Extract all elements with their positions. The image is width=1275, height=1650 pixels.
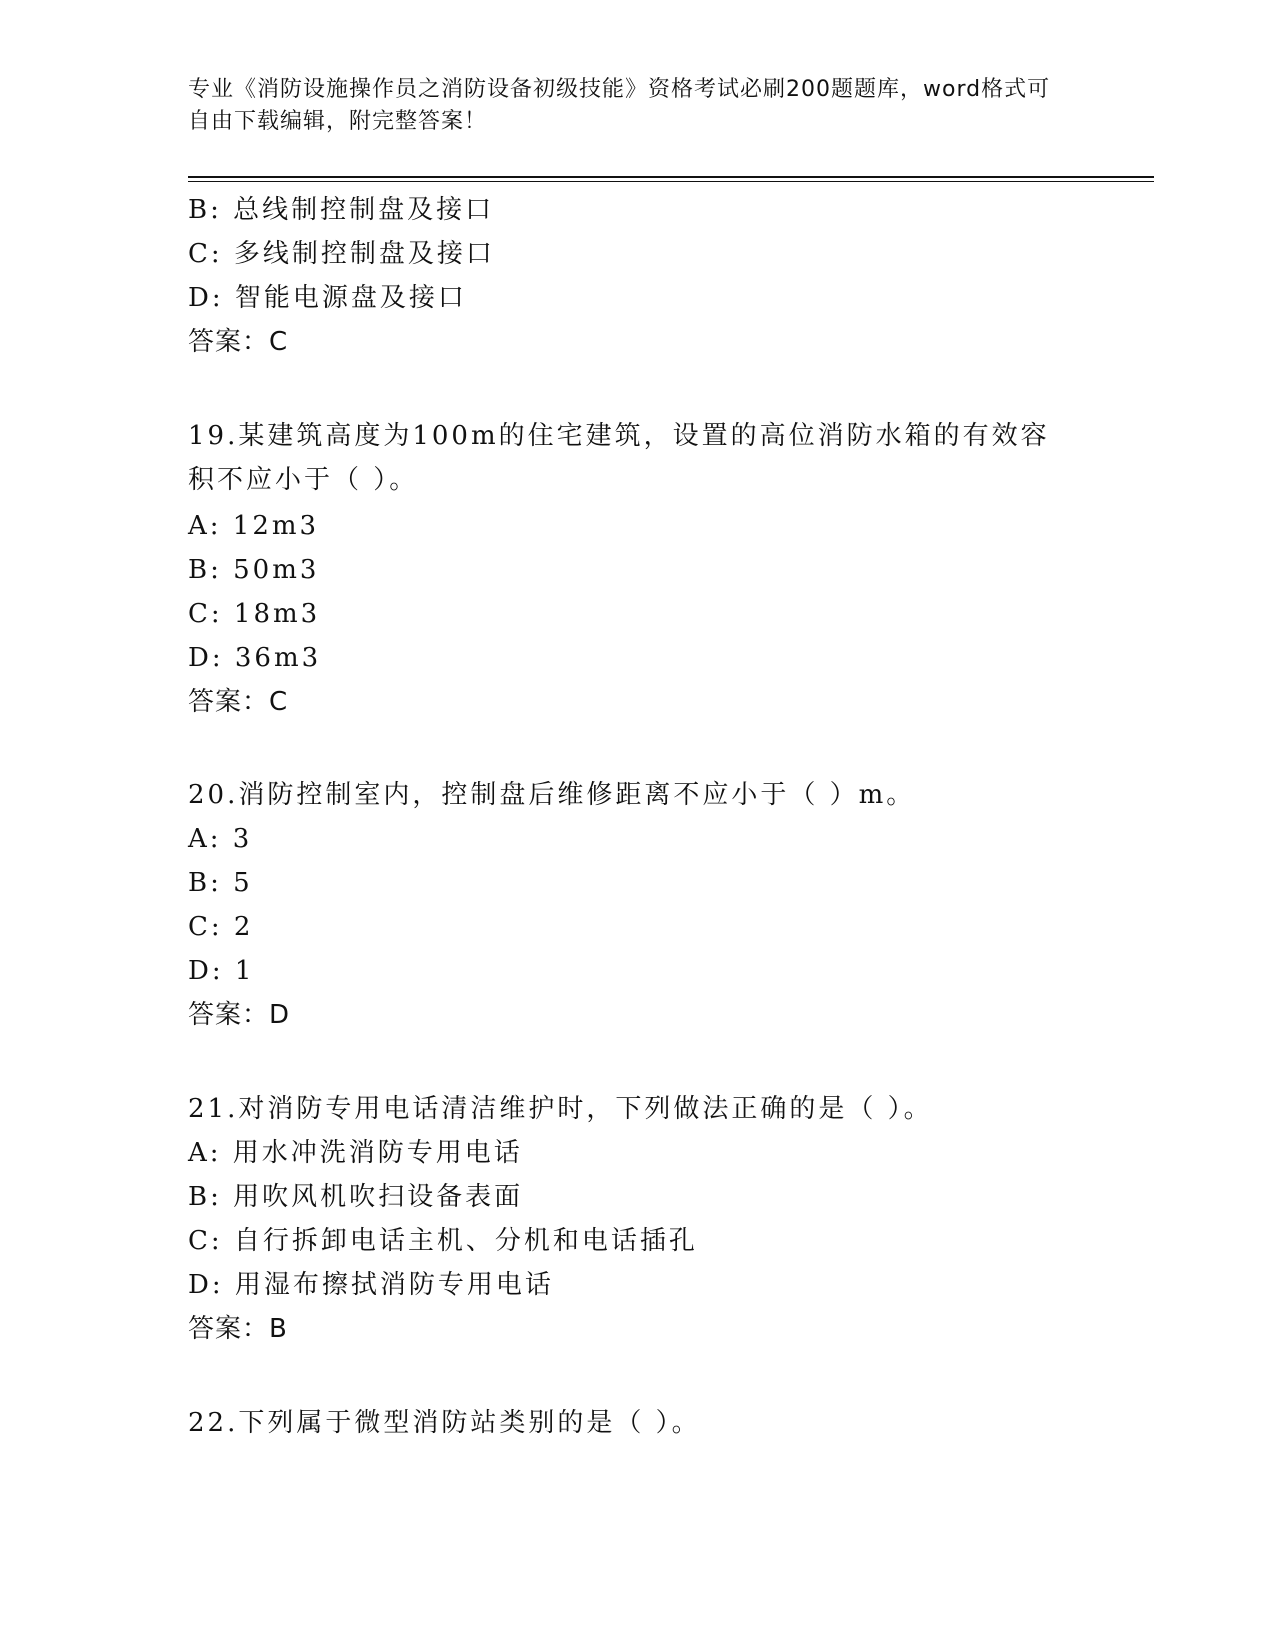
q21-option-b: B: 用吹风机吹扫设备表面 <box>188 1182 524 1212</box>
q21-stem: 21.对消防专用电话清洁维护时，下列做法正确的是（ ）。 <box>188 1094 933 1124</box>
q21-option-d: D: 用湿布擦拭消防专用电话 <box>188 1270 554 1300</box>
q20-option-c: C: 2 <box>188 912 254 942</box>
q18-option-c: C: 多线制控制盘及接口 <box>188 239 495 269</box>
header-rule-thick <box>188 176 1154 178</box>
q20-option-d: D: 1 <box>188 956 255 986</box>
q19-answer: 答案：C <box>188 687 289 717</box>
q18-answer: 答案：C <box>188 327 289 357</box>
q18-option-d: D: 智能电源盘及接口 <box>188 283 467 313</box>
q20-stem: 20.消防控制室内，控制盘后维修距离不应小于（ ）m。 <box>188 780 916 810</box>
q20-option-b: B: 5 <box>188 868 253 898</box>
document-header: 专业《消防设施操作员之消防设备初级技能》资格考试必刷200题题库，word格式可自由下载编辑，附完整答案！ <box>188 77 1051 134</box>
q19-stem: 19.某建筑高度为100m的住宅建筑，设置的高位消防水箱的有效容积不应小于（ ）。 <box>188 421 1050 495</box>
q18-option-b: B: 总线制控制盘及接口 <box>188 195 495 225</box>
q19-option-b: B: 50m3 <box>188 555 320 585</box>
q22-stem: 22.下列属于微型消防站类别的是（ ）。 <box>188 1408 701 1438</box>
q21-option-a: A: 用水冲洗消防专用电话 <box>188 1138 523 1168</box>
q19-option-c: C: 18m3 <box>188 599 321 629</box>
q20-answer: 答案：D <box>188 1000 291 1030</box>
q20-option-a: A: 3 <box>188 824 253 854</box>
q21-answer: 答案：B <box>188 1314 288 1344</box>
q21-option-c: C: 自行拆卸电话主机、分机和电话插孔 <box>188 1226 698 1256</box>
header-rule-thin <box>188 181 1154 182</box>
q19-option-a: A: 12m3 <box>188 511 320 541</box>
q19-option-d: D: 36m3 <box>188 643 322 673</box>
